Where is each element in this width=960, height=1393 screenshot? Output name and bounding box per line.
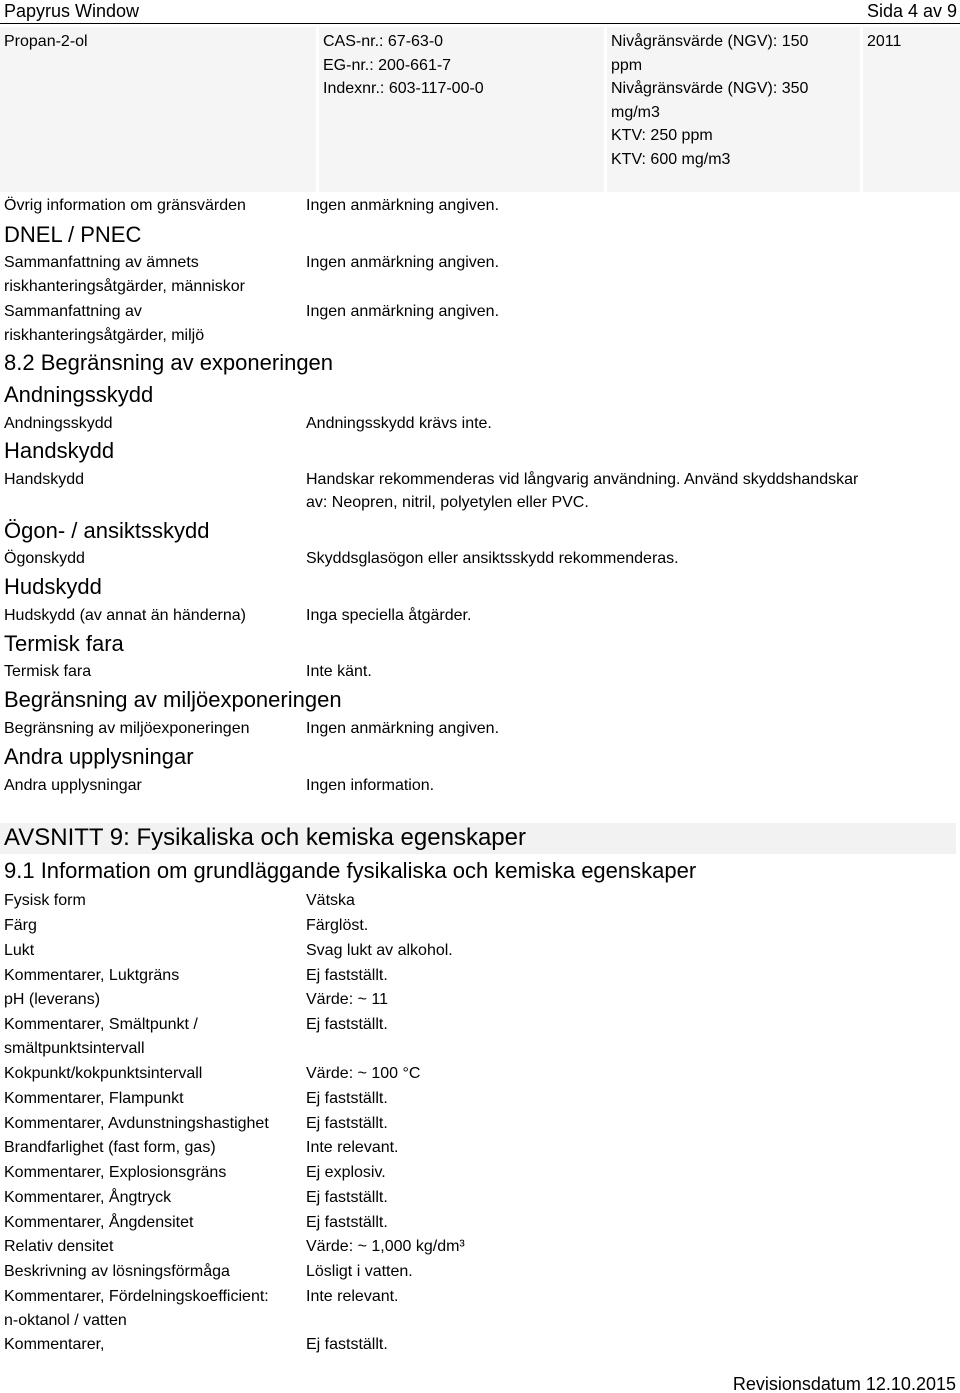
resp-value: Andningsskydd krävs inte.	[306, 415, 492, 432]
property-label: Relativ densitet	[4, 1238, 114, 1255]
summary-env-label-cont: riskhanteringsåtgärder, miljö	[4, 327, 205, 344]
dnel-heading: DNEL / PNEC	[4, 222, 142, 247]
section9-subheading: 9.1 Information om grundläggande fysikaliska och kemiska egenskaper	[4, 858, 697, 883]
ngv-unit-2: mg/m3	[611, 103, 660, 121]
property-value: Färglöst.	[306, 917, 369, 934]
property-value: Ej fastställt.	[306, 1336, 388, 1353]
property-label: Fysisk form	[4, 892, 86, 909]
property-label: Färg	[4, 917, 37, 934]
property-label: Kommentarer, Ångdensitet	[4, 1214, 194, 1231]
property-label: Kommentarer, Avdunstningshastighet	[4, 1115, 269, 1132]
property-value: Värde: ~ 11	[306, 991, 388, 1008]
hand-value: Handskar rekommenderas vid långvarig användning. Använd skyddshandskar	[306, 471, 859, 488]
substance-name: Propan-2-ol	[4, 33, 88, 50]
property-value: Värde: ~ 100 °C	[306, 1065, 421, 1082]
identifiers-cell	[319, 27, 604, 192]
ngv-unit-1: ppm	[611, 56, 643, 74]
property-label: Brandfarlighet (fast form, gas)	[4, 1139, 216, 1156]
property-value: Ej fastställt.	[306, 1090, 388, 1107]
page-header	[0, 0, 960, 24]
ngv-value-1: Nivågränsvärde (NGV): 150	[611, 33, 809, 50]
eye-value: Skyddsglasögon eller ansiktsskydd rekommenderas.	[306, 550, 679, 567]
resp-label: Andningsskydd	[4, 415, 113, 432]
property-label: Kommentarer, Flampunkt	[4, 1090, 184, 1107]
other-info-value: Ingen information.	[306, 777, 435, 794]
property-label: Kommentarer, Ångtryck	[4, 1189, 172, 1206]
property-value: Inte relevant.	[306, 1288, 399, 1305]
resp-heading: Andningsskydd	[4, 382, 154, 407]
document-title: Papyrus Window	[4, 1, 140, 21]
hand-label: Handskydd	[4, 471, 85, 488]
property-value: Vätska	[306, 892, 355, 909]
ngv-value-2: Nivågränsvärde (NGV): 350	[611, 80, 809, 97]
section9-heading: AVSNITT 9: Fysikaliska och kemiska egenskaper	[4, 824, 526, 851]
property-label: pH (leverans)	[4, 991, 101, 1008]
summary-human-label: Sammanfattning av ämnets	[4, 254, 199, 271]
property-value: Lösligt i vatten.	[306, 1263, 413, 1280]
other-info-label: Andra upplysningar	[4, 777, 142, 794]
summary-human-label-cont: riskhanteringsåtgärder, människor	[4, 278, 246, 295]
thermal-label: Termisk fara	[4, 663, 92, 680]
summary-human-value: Ingen anmärkning angiven.	[306, 254, 500, 271]
property-label-cont: n-oktanol / vatten	[4, 1312, 127, 1329]
property-value: Ej fastställt.	[306, 1016, 388, 1033]
env-exposure-label: Begränsning av miljöexponeringen	[4, 720, 250, 737]
index-number: Indexnr.: 603-117-00-0	[323, 80, 484, 97]
other-limits-label: Övrig information om gränsvärden	[4, 197, 246, 214]
env-exposure-value: Ingen anmärkning angiven.	[306, 720, 500, 737]
summary-env-value: Ingen anmärkning angiven.	[306, 303, 500, 320]
page-number: Sida 4 av 9	[866, 1, 957, 21]
property-value: Ej explosiv.	[306, 1164, 386, 1181]
eye-label: Ögonskydd	[4, 550, 85, 567]
property-label: Kommentarer, Explosionsgräns	[4, 1164, 227, 1181]
property-value: Ej fastställt.	[306, 1115, 388, 1132]
property-value: Värde: ~ 1,000 kg/dm³	[306, 1238, 465, 1255]
substance-cell	[0, 27, 316, 192]
summary-env-label: Sammanfattning av	[4, 303, 142, 320]
limit-values-cell	[607, 27, 860, 192]
property-label-cont: smältpunktsintervall	[4, 1040, 145, 1057]
eg-number: EG-nr.: 200-661-7	[323, 56, 452, 74]
property-value: Ej fastställt.	[306, 967, 388, 984]
property-value: Svag lukt av alkohol.	[306, 942, 453, 959]
property-label: Kommentarer, Smältpunkt /	[4, 1016, 198, 1033]
skin-heading: Hudskydd	[4, 574, 102, 599]
other-info-heading: Andra upplysningar	[4, 744, 194, 769]
thermal-value: Inte känt.	[306, 663, 372, 680]
eye-heading: Ögon- / ansiktsskydd	[4, 518, 210, 543]
property-label: Kommentarer,	[4, 1336, 105, 1353]
exposure-heading: 8.2 Begränsning av exponeringen	[4, 350, 334, 375]
property-value: Inte relevant.	[306, 1139, 399, 1156]
property-label: Kommentarer, Luktgräns	[4, 967, 180, 984]
cas-number: CAS-nr.: 67-63-0	[323, 33, 444, 50]
thermal-heading: Termisk fara	[4, 631, 124, 656]
other-limits-value: Ingen anmärkning angiven.	[306, 197, 500, 214]
ktv-value-2: KTV: 600 mg/m3	[611, 150, 731, 168]
property-label: Beskrivning av lösningsförmåga	[4, 1263, 230, 1280]
hand-heading: Handskydd	[4, 438, 115, 463]
property-label: Lukt	[4, 942, 35, 959]
property-label: Kommentarer, Fördelningskoefficient:	[4, 1288, 269, 1305]
skin-label: Hudskydd (av annat än händerna)	[4, 607, 246, 624]
ktv-value-1: KTV: 250 ppm	[611, 127, 713, 144]
property-label: Kokpunkt/kokpunktsintervall	[4, 1065, 203, 1082]
property-value: Ej fastställt.	[306, 1214, 388, 1231]
skin-value: Inga speciella åtgärder.	[306, 607, 472, 624]
property-value: Ej fastställt.	[306, 1189, 388, 1206]
year: 2011	[867, 33, 902, 50]
env-exposure-heading: Begränsning av miljöexponeringen	[4, 687, 342, 712]
year-cell	[863, 27, 960, 192]
revision-date: Revisionsdatum 12.10.2015	[732, 1374, 956, 1393]
hand-value-cont: av: Neopren, nitril, polyetylen eller PVC.	[306, 494, 589, 511]
limit-values-table-row	[0, 27, 960, 192]
